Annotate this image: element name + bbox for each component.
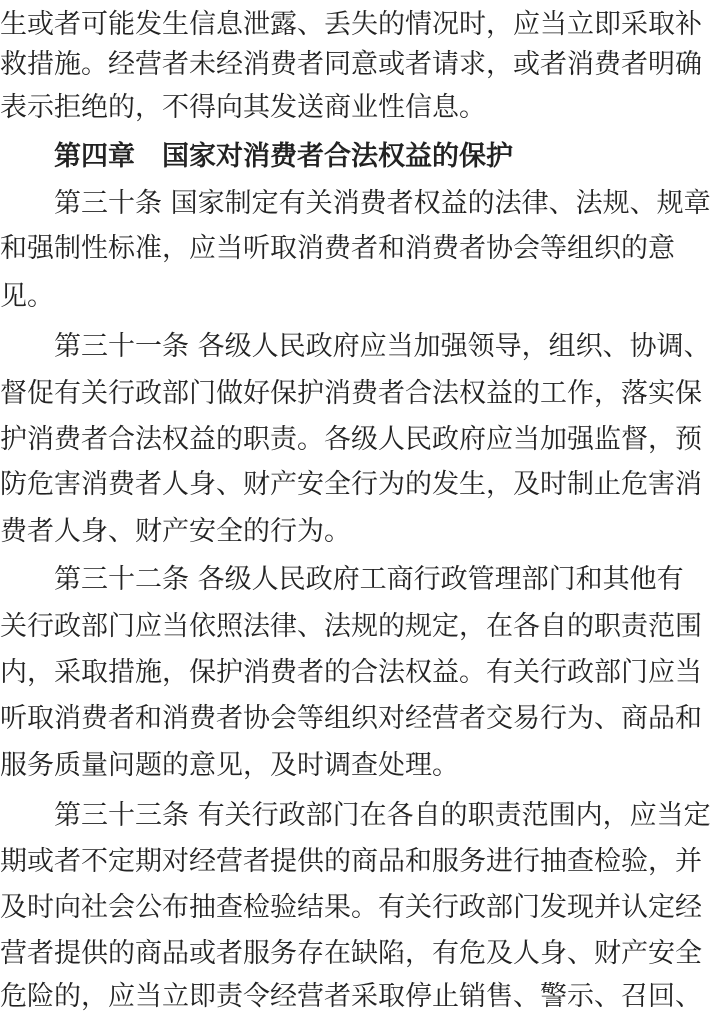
text-line: 督促有关行政部门做好保护消费者合法权益的工作，落实保 <box>0 378 702 409</box>
text-line: 听取消费者和消费者协会等组织对经营者交易行为、商品和 <box>0 703 702 734</box>
text-line: 及时向社会公布抽查检验结果。有关行政部门发现并认定经 <box>0 892 702 923</box>
text-line: 营者提供的商品或者服务存在缺陷，有危及人身、财产安全 <box>0 938 702 969</box>
text-line: 护消费者合法权益的职责。各级人民政府应当加强监督，预 <box>0 424 702 455</box>
text-line: 救措施。经营者未经消费者同意或者请求，或者消费者明确 <box>0 49 702 80</box>
text-line: 关行政部门应当依照法律、法规的规定，在各自的职责范围 <box>0 611 702 642</box>
text-line: 第三十三条 有关行政部门在各自的职责范围内，应当定 <box>54 800 711 831</box>
text-line: 见。 <box>0 281 54 312</box>
text-line: 防危害消费者人身、财产安全行为的发生，及时制止危害消 <box>0 469 702 500</box>
text-line: 表示拒绝的，不得向其发送商业性信息。 <box>0 92 486 123</box>
text-line: 第三十一条 各级人民政府应当加强领导，组织、协调、 <box>54 331 711 362</box>
text-line: 生或者可能发生信息泄露、丢失的情况时，应当立即采取补 <box>0 9 702 40</box>
chapter-heading: 第四章 国家对消费者合法权益的保护 <box>54 141 513 172</box>
text-line: 和强制性标准，应当听取消费者和消费者协会等组织的意 <box>0 233 675 264</box>
text-line: 危险的，应当立即责令经营者采取停止销售、警示、召回、 <box>0 981 702 1012</box>
text-line: 第三十条 国家制定有关消费者权益的法律、法规、规章 <box>54 188 711 219</box>
text-line: 期或者不定期对经营者提供的商品和服务进行抽查检验，并 <box>0 846 702 877</box>
text-line: 第三十二条 各级人民政府工商行政管理部门和其他有 <box>54 564 684 595</box>
text-line: 服务质量问题的意见，及时调查处理。 <box>0 750 459 781</box>
text-line: 费者人身、财产安全的行为。 <box>0 516 351 547</box>
text-line: 内，采取措施，保护消费者的合法权益。有关行政部门应当 <box>0 657 702 688</box>
